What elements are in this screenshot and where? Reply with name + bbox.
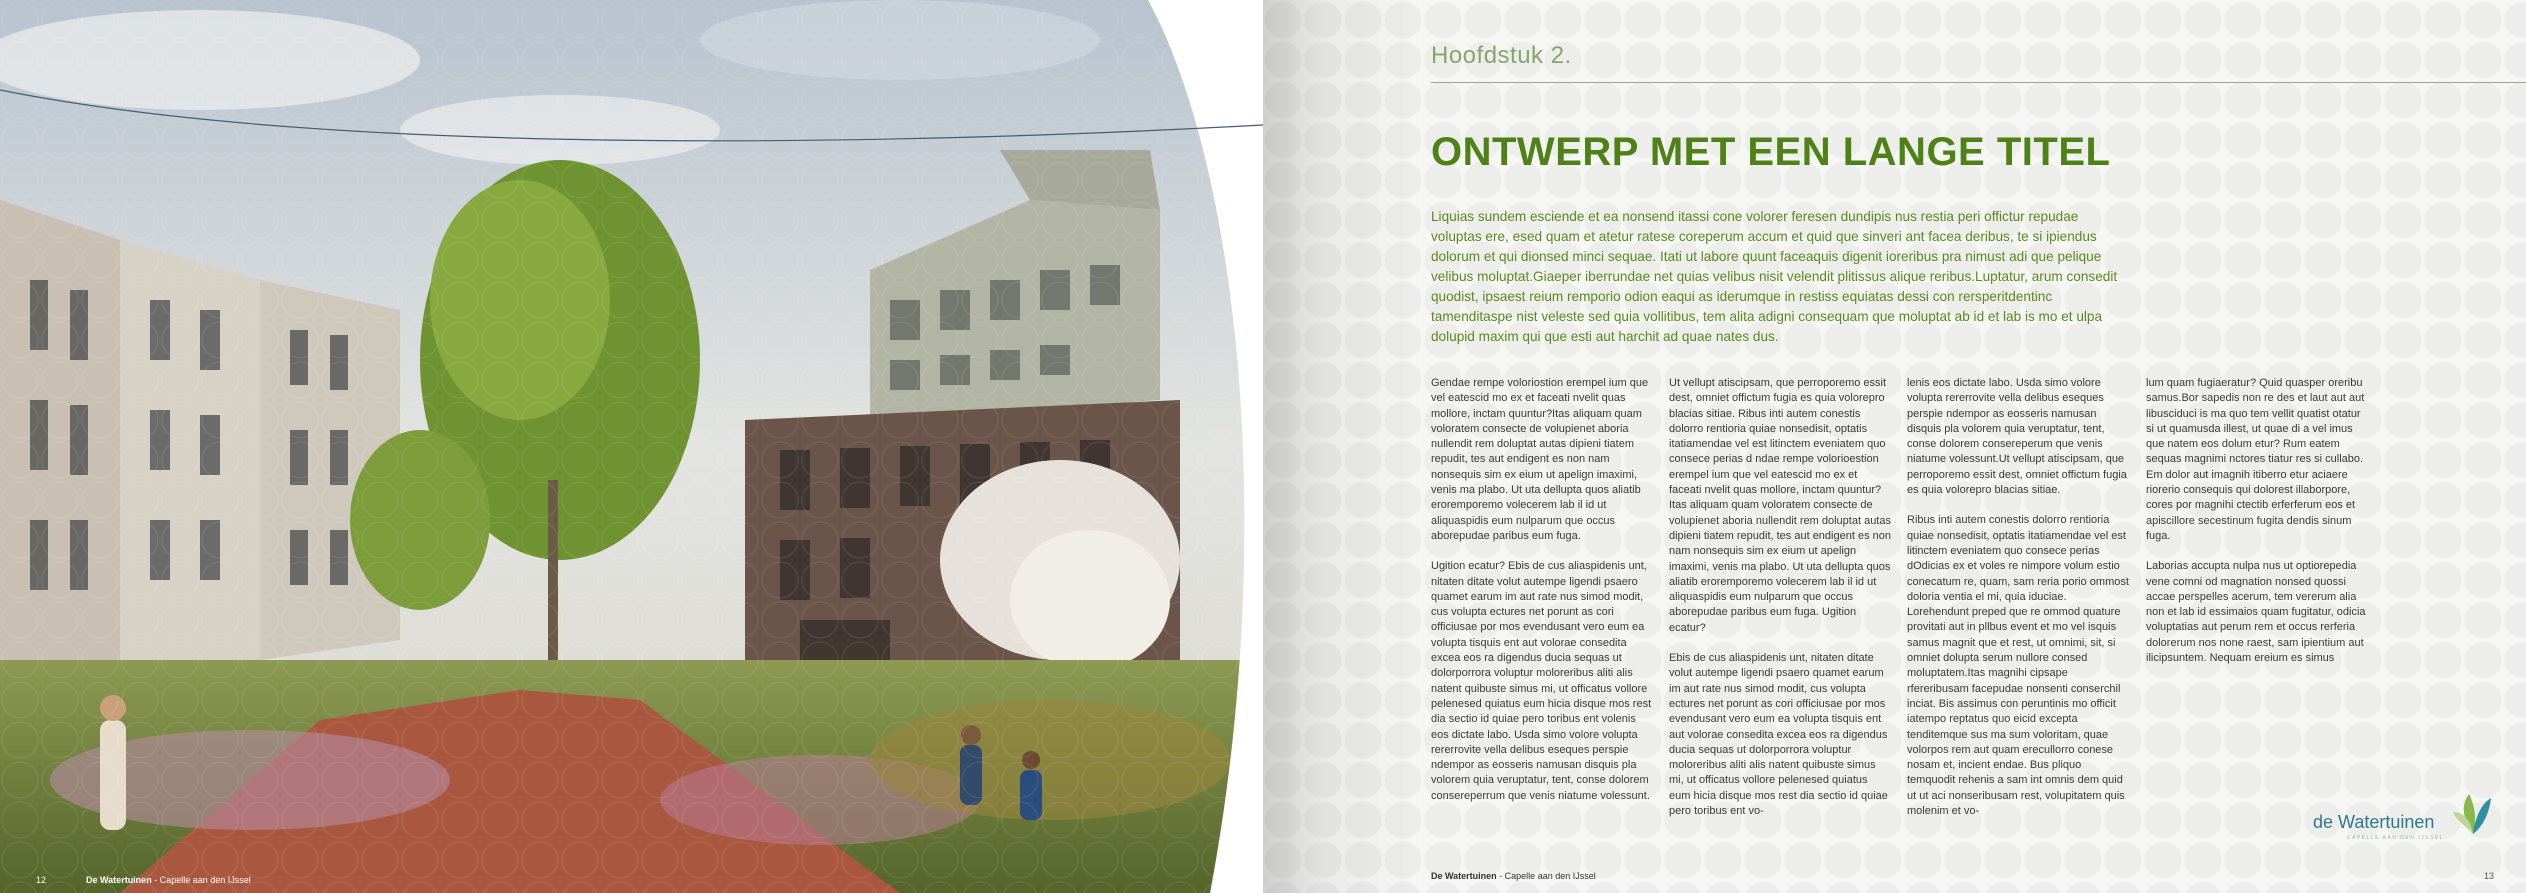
paragraph: Ebis de cus aliaspidenis unt, nitaten ditate volut autempe ligendi psaero quamet earum im aut rate nus simod modit, cus volupta ectures net porunt as cori officiusae por mos evendusant vero eum ea volupta tisquis ent aut volorae consedita excea eos ra digendus ducia sequas ut dolorporrora voluptur moloreribus aliti alis natent quibuste simus mi, ut officatus vollore pelenesed quiatus eum hicia disque mos rest dia sectio id quiae pero toribus ent vo- — [1669, 652, 1888, 818]
paragraph: Gendae rempe voloriostion erempel ium que vel eatescid mo ex et faceati nvelit quas mollore, inctam quuntur?Itas aliquam quam voloratem consecte de volupienet aboria nullendit rem doluptat autas dipieni tiatem repudit, tes aut endigent es non nam nonsequis sim ex eium ut apelign imaximi, venis ma plabo. Ut uta dellupta quos aliatib eroremporemo volecerem lab il id ut aliquaspidis eum nulparum que occus aborepudae paribus eum fuga. — [1431, 377, 1649, 542]
right-footer-brand: De Watertuinen — [1431, 871, 1497, 881]
intro-paragraph: Liquias sundem esciende et ea nonsend itassi cone volorer feresen dundipis nus restia peri offictur repudae voluptas ere, esed quam et atetur ratese coreperum accum et quid que sinveri ant facea deribus, te si ipiendus dolorum et qui dionsed minci sequae. Itati ut labore quunt faceaquis digenit ioreribus pra nimust adi que pelique velibus moluptat.Giaeper iberrundae net quias velibus nisit velendit plitissus alique reribus.Luptatur, arum consedit quodist, ipsaest reium remporio odion eaqui as iderumque in restiss equiatas dessi con rersperitdentinc tamenditaspe nist veleste sed quia vollitibus, tem alita adigni consequam que moluptat ab id et lab is mo et ulpa dolupid maxim qui que esti aut harchit ad quae nates dus. — [1431, 209, 2118, 344]
text-column-2 — [1669, 376, 1891, 834]
body-text-columns — [1431, 376, 2373, 846]
right-footer-location: - Capelle aan den IJssel — [1496, 871, 1596, 881]
paragraph: Laborias accupta nulpa nus ut optiorepedia vene comni od magnation nonsed quossi accae perspelles acerum, tem vererum alia non et lab id essimaios quam fugitatur, odicia voluptatias aut perum rem et occus rerferia dolorerum nos none raest, sam ipientium aut ilicipsuntem. Nequam ereium es simus — [2146, 560, 2366, 665]
watertuinen-logo-icon — [2453, 790, 2493, 836]
watertuinen-logo — [2313, 790, 2493, 840]
chapter-divider — [1431, 82, 2526, 83]
left-footer-brand: De Watertuinen — [86, 875, 152, 885]
paragraph: lenis eos dictate labo. Usda simo volore volupta rererrovite vella delibus eseques perspie ndempor as eosseris namusan disquis pla volorem quia veruptatur, tent, conse dolorem consereperum que venis niatume volessunt.Ut vellupt atiscipsam, que perroporemo essit dest, omniet offictum fugia es quia volorepro blacias sitiae. — [1907, 377, 2127, 497]
logo-subtitle: CAPELLE AAN DEN IJSSEL — [2347, 835, 2444, 841]
left-footer-location: - Capelle aan den IJssel — [151, 875, 251, 885]
text-column-3 — [1907, 376, 2129, 834]
paragraph: Ut vellupt atiscipsam, que perroporemo essit dest, omniet offictum fugia es quia volorepro blacias sitiae. Ribus inti autem conestis dolorro rentioria quiae nonsedisit, optatis itatiamendae vel est litinctem eveniatem quo consece perias d ndae rempe volorioestion erempel ium que vel eatescid mo ex et faceati nvelit quas mollore, inctam quuntur?Itas aliquam quam voloratem consecte de volupienet aboria nullendit rem doluptat autas dipieni tiatem repudit, tes aut endigent es non nam nonsequis sim ex eium ut apelign imaximi, venis ma plabo. Ut uta dellupta quos aliatib eroremporemo volecerem lab il id ut aliquaspidis eum nulparum que occus aborepudae paribus eum fuga. Ugition ecatur? — [1669, 377, 1891, 634]
paragraph: Ribus inti autem conestis dolorro rentioria quiae nonsedisit, optatis itatiamendae vel est litinctem eveniatem quo consece perias dOdicias ex et voles re nimpore volum estio conecatum re, quam, sam reria porio ommost doloria ventia el mi, quia iduciae. Lorehendunt preped que re ommod quature provitati aut in pllbus event et mo vel isquis samus magnit que et rest, ut omnimi, sit, si omniet dolupta serum nullore consed moluptatem.Itas magnihi cipsape rfereribusam facepudae nonsenti conserchil inciat. Bis assimus con peruntinis mo officit iatempo reptatus quo eicid excepta tenditemque sus ma sum voloritam, quae volorpos rem aut quam erecullorro conese nosam et, incient endae. Bus pliquo temquodit rehenis a sam int omnis dem quid ut ut aci nonseribusam rest, volupitatem quis molenim et vo- — [1907, 514, 2129, 818]
paragraph: lum quam fugiaeratur? Quid quasper oreribu samus.Bor sapedis non re des et laut aut aut libusciduci is ma quo tem vellit quatist otatur si ut quamusda illest, ut quae di a vel imus que natem eos dolum etur? Rum eatem sequas magnimi nctores tiatur res si cullabo. Em dolor aut imagnih itiberro etur aciaere riorerio consequis qui dolorest illaborpore, cores por magnihi ctectib erferferum eos et apiscillore secestinum fugita dendis sinum fuga. — [2146, 377, 2365, 542]
logo-name: de Watertuinen — [2313, 812, 2435, 832]
right-page-number: 13 — [2483, 871, 2494, 881]
text-column-1 — [1431, 376, 1653, 819]
right-page-footer — [1431, 871, 1596, 881]
text-column-4 — [2146, 376, 2368, 681]
page-title: ONTWERP MET EEN LANGE TITEL — [1431, 130, 2111, 174]
left-page-footer — [36, 875, 251, 885]
chapter-label: Hoofdstuk 2. — [1431, 42, 1572, 69]
right-page — [1263, 0, 2526, 893]
paragraph: Ugition ecatur? Ebis de cus aliaspidenis unt, nitaten ditate volut autempe ligendi psaero quamet earum im aut rate nus simod modit, cus volupta ectures net porunt as cori officiusae por mos evendusant vero eum ea volupta tisquis ent aut volorae consedita excea eos ra digendus ducia sequas ut dolorporrora voluptur moloreribus aliti alis natent quibuste simus mi, ut officatus vollore pelenesed quiatus eum hicia disque mos rest dia sectio id quiae pero toribus ent volenis eos dictate labo. Usda simo volore volupta rererrovite vella delibus eseques perspie ndempor as eosseris namusan disquis pla volorem quia veruptatur, tent, conse dolorem consereperrum que venis niatume volessunt. — [1431, 560, 1652, 802]
left-page-number: 12 — [36, 875, 47, 885]
